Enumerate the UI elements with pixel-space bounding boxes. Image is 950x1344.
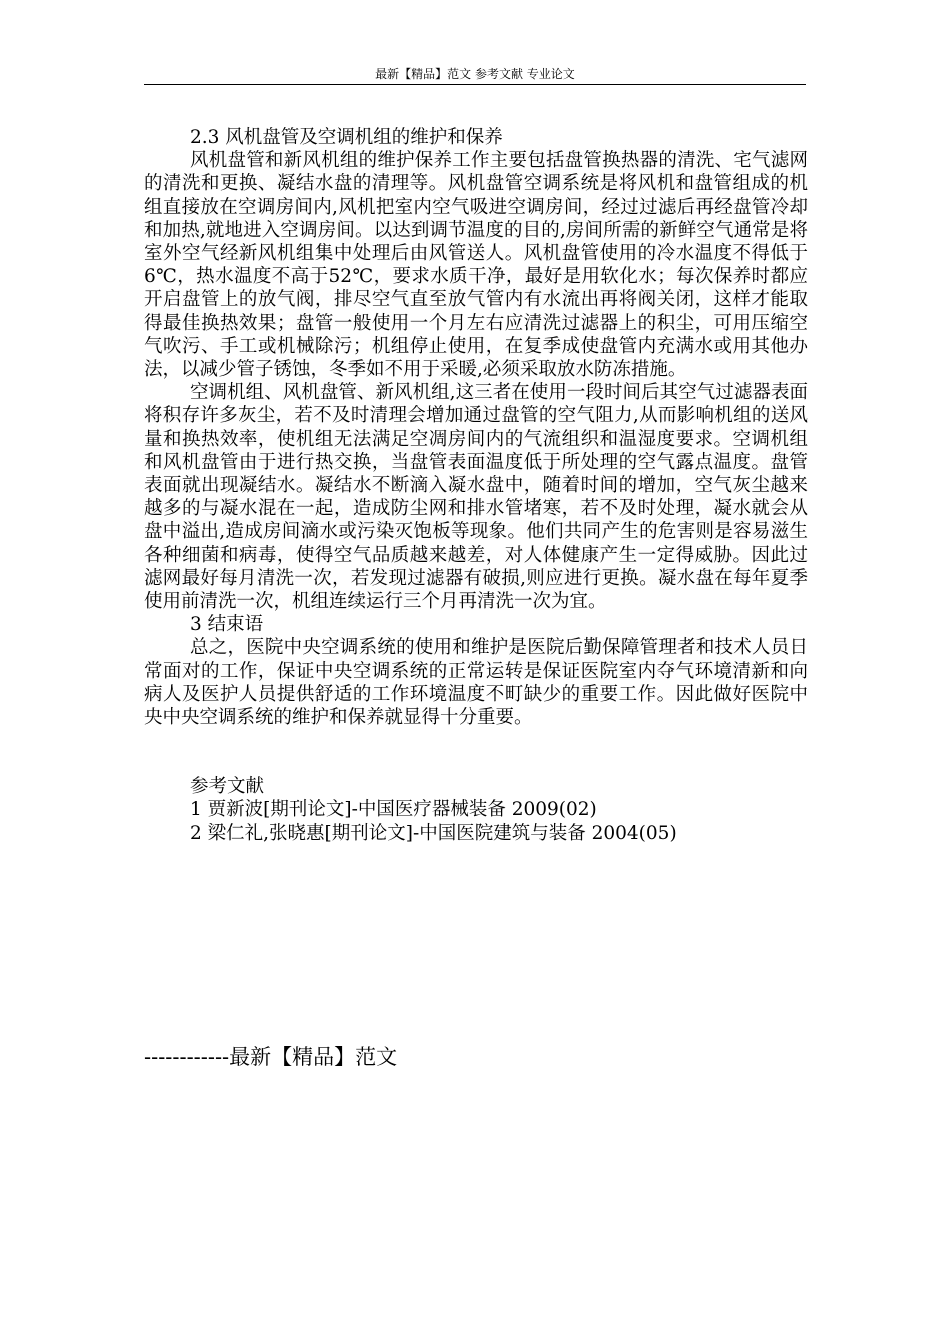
page-header: 最新【精品】范文 参考文献 专业论文 bbox=[375, 67, 575, 81]
header-divider bbox=[144, 84, 806, 85]
paragraph-maintenance-1: 风机盘管和新风机组的维护保养工作主要包括盘管换热器的清洗、宅气滤网的清洗和更换、凝结水盘的清理等。风机盘管空调系统是将风机和盘管组成的机组直接放在空调房间内,风机把室内空气吸进空调房间，经过过滤后再经盘管冷却和加热,就地进入空调房间。以达到调节温度的目的,房间所需的新鲜空气通常是将室外空气经新风机组集中处理后由风管送人。风机盘管使用的冷水温度不得低于6℃，热水温度不高于52℃，要求水质干净，最好是用软化水；每次保养时都应开启盘管上的放气阀，排尽空气直至放气管内有水流出再将阀关闭，这样才能取得最佳换热效果；盘管一般使用一个月左右应清洗过滤器上的积尘，可用压缩空气吹污、手工或机械除污；机组停止使用，在复季成使盘管内充满水或用其他办法，以减少管子锈蚀，冬季如不用于采暖,必须采取放水防冻措施。 bbox=[144, 150, 808, 381]
section-heading-2-3: 2.3 风机盘管及空调机组的维护和保养 bbox=[190, 127, 503, 148]
section-heading-3: 3 结束语 bbox=[190, 614, 264, 636]
paragraph-maintenance-2: 空调机组、风机盘管、新风机组,这三者在使用一段时间后其空气过滤器表面将积存许多灰尘，若不及时清理会增加通过盘管的空气阻力,从而影响机组的送风量和换热效率，使机组无法满足空凋房间内的气流组织和温湿度要求。空调机组和风机盘管由于进行热交换，当盘管表面温度低于所处理的空气露点温度。盘管表面就出现凝结水。凝结水不断滴入凝水盘中，随着时间的增加，空气灰尘越来越多的与凝水混在一起，造成防尘网和排水管堵寒，若不及时处理，凝水就会从盘中溢出,造成房间滴水或污染灭饱板等现象。他们共同产生的危害则是容易滋生各种细菌和病毒，使得空气品质越来越差，对人体健康产生一定得威胁。因此过滤网最好每月清洗一次，若发现过滤器有破损,则应进行更换。凝水盘在每年夏季使用前清洗一次，机组连续运行三个月再清洗一次为宜。 bbox=[144, 382, 808, 613]
paragraph-conclusion: 总之，医院中央空调系统的使用和维护是医院后勤保障管理者和技术人员日常面对的工作，保证中央空调系统的正常运转是保证医院室内夺气环境清新和向病人及医护人员提供舒适的工作环境温度不町缺少的重要工作。因此做好医院中央中央空调系统的维护和保养就显得十分重要。 bbox=[144, 637, 808, 729]
document-body bbox=[144, 126, 808, 845]
reference-item: 1 贾新波[期刊论文]-中国医疗器械装备 2009(02) bbox=[190, 799, 597, 821]
section-spacer bbox=[144, 729, 808, 775]
reference-item: 2 梁仁礼,张晓惠[期刊论文]-中国医院建筑与装备 2004(05) bbox=[190, 822, 677, 844]
page-footer: ------------最新【精品】范文 bbox=[144, 1045, 398, 1069]
references-heading: 参考文献 bbox=[190, 776, 265, 798]
